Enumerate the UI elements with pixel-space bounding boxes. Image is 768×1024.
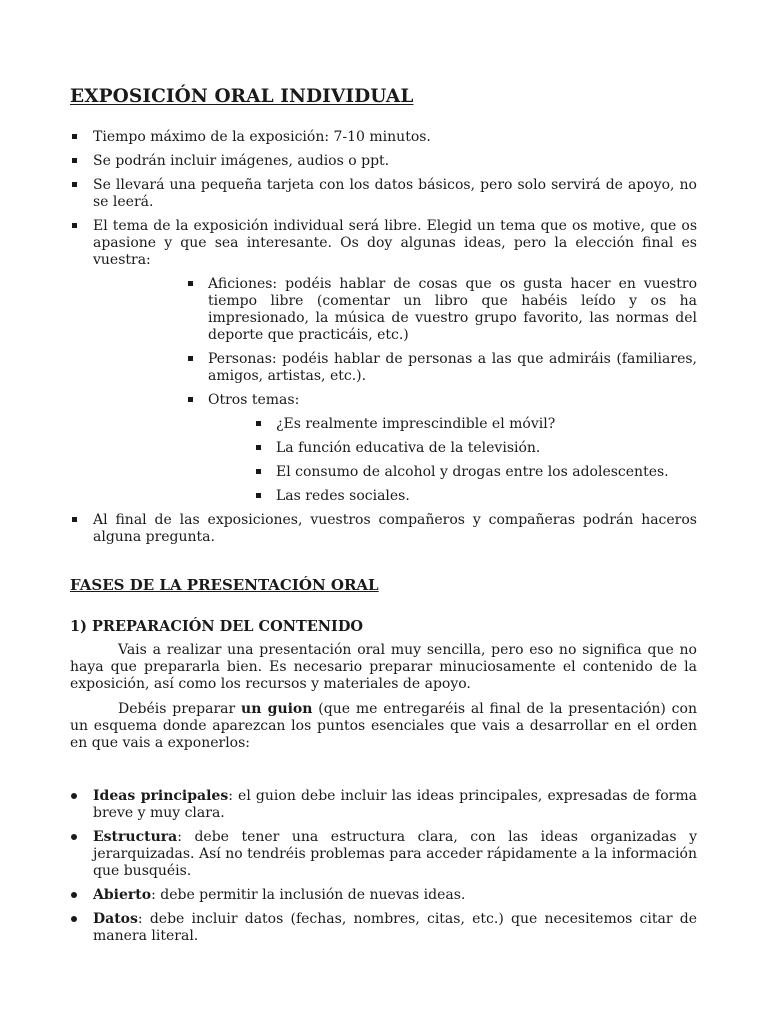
list-item: Se podrán incluir imágenes, audios o ppt.	[70, 153, 697, 170]
body-paragraph	[70, 701, 697, 752]
list-item: Al final de las exposiciones, vuestros compañeros y compañeras podrán haceros alguna pregunta.	[70, 512, 697, 546]
requirements-list	[70, 129, 697, 546]
list-item: ¿Es realmente imprescindible el móvil?	[254, 416, 697, 433]
body-paragraph: Vais a realizar una presentación oral muy sencilla, pero eso no significa que no haya que prepararla bien. Es necesario preparar minuciosamente el contenido de la exposición, así como los recursos y materiales de apoyo.	[70, 642, 697, 692]
item-description: : debe incluir datos (fechas, nombres, citas, etc.) que necesitemos citar de manera literal.	[93, 911, 697, 944]
list-item	[70, 218, 697, 505]
document-title: EXPOSICIÓN ORAL INDIVIDUAL	[70, 86, 414, 107]
bold-emphasis: un guion	[241, 701, 313, 717]
section-heading: FASES DE LA PRESENTACIÓN ORAL	[70, 576, 379, 594]
topic-ideas-list	[186, 276, 697, 505]
list-item-text: El tema de la exposición individual será libre. Elegid un tema que os motive, que os apasione y que sea interesante. Os doy algunas ideas, pero la elección final es vuestra:	[93, 218, 697, 268]
list-item: Aficiones: podéis hablar de cosas que os gusta hacer en vuestro tiempo libre (comentar un libro que habéis leído y os ha impresionado, la música de vuestro grupo favorito, las normas del deporte que practicáis, etc.)	[186, 276, 697, 344]
other-topics-list	[254, 416, 697, 505]
item-term: Ideas principales	[93, 788, 229, 804]
item-description: : debe permitir la inclusión de nuevas ideas.	[151, 887, 466, 903]
paragraph-text: (que me entregaréis al final de la presentación) con un esquema donde aparezcan los puntos esenciales que vais a desarrollar en el orden en que vais a exponerlos:	[70, 701, 697, 751]
list-item: Tiempo máximo de la exposición: 7-10 minutos.	[70, 129, 697, 146]
list-item: Se llevará una pequeña tarjeta con los datos básicos, pero solo servirá de apoyo, no se leerá.	[70, 177, 697, 211]
guion-characteristics-list	[70, 788, 697, 945]
subsection-heading: 1) PREPARACIÓN DEL CONTENIDO	[70, 618, 364, 635]
list-item	[70, 911, 697, 945]
list-item	[186, 392, 697, 505]
item-term: Datos	[93, 911, 138, 927]
list-item	[70, 829, 697, 880]
list-item: Las redes sociales.	[254, 488, 697, 505]
list-item	[70, 887, 697, 904]
item-term: Estructura	[93, 829, 178, 845]
item-description: : el guion debe incluir las ideas principales, expresadas de forma breve y muy clara.	[93, 788, 697, 821]
paragraph-text: Debéis preparar	[118, 701, 242, 717]
list-item: El consumo de alcohol y drogas entre los adolescentes.	[254, 464, 697, 481]
item-term: Abierto	[93, 887, 152, 903]
item-description: : debe tener una estructura clara, con las ideas organizadas y jerarquizadas. Así no tendréis problemas para acceder rápidamente a la información que busquéis.	[93, 829, 697, 879]
list-item-text: Otros temas:	[208, 392, 300, 408]
list-item	[70, 788, 697, 822]
list-item: Personas: podéis hablar de personas a las que admiráis (familiares, amigos, artistas, etc.).	[186, 351, 697, 385]
list-item: La función educativa de la televisión.	[254, 440, 697, 457]
